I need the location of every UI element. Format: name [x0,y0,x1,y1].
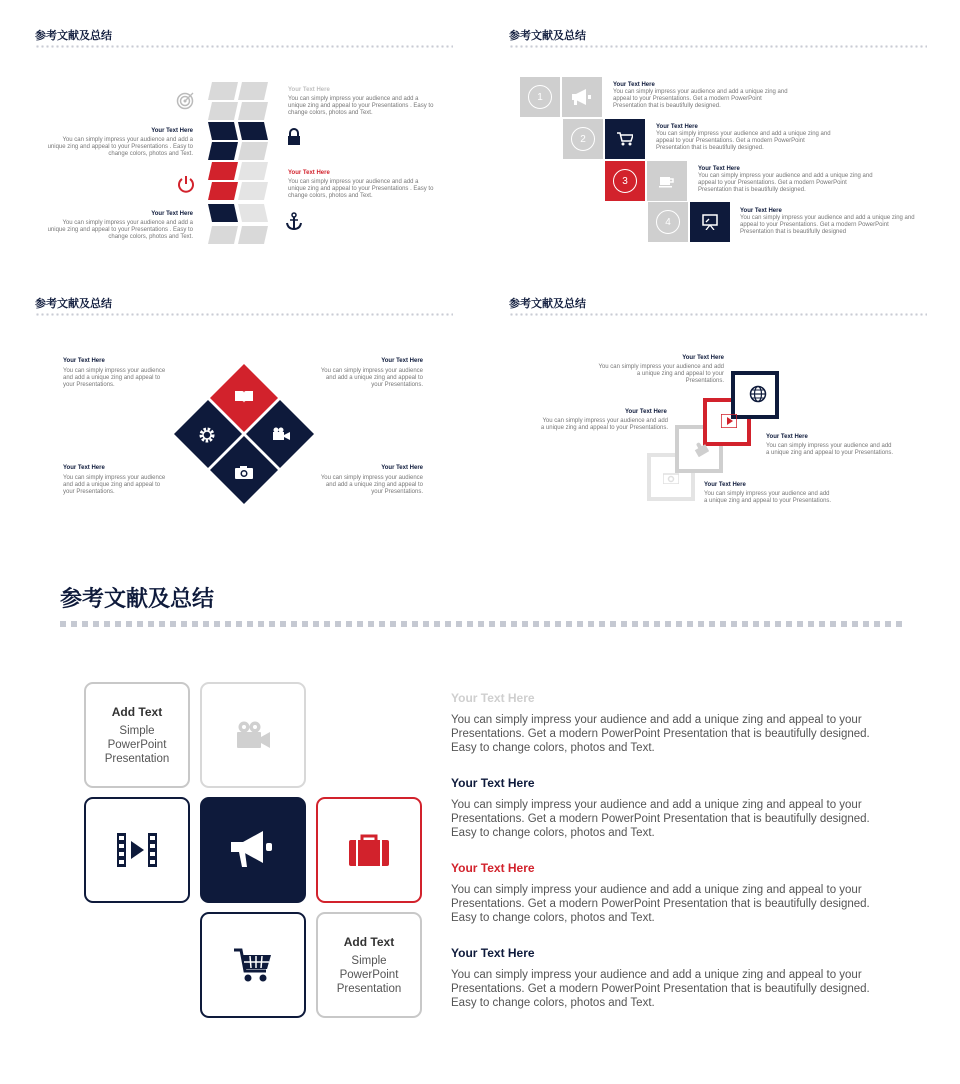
text-item [451,776,881,840]
block-body: You can simply impress your audience and add a unique zing and appeal to your Presentations. [320,475,423,495]
block-heading: Your Text Here [63,465,105,471]
book-icon [234,390,254,404]
slide-steps [482,0,960,268]
step-heading: Your Text Here [698,166,740,172]
step-heading: Your Text Here [613,82,655,88]
photo-camera-icon [663,472,679,484]
step-icon-box [647,161,687,201]
dotted-divider [60,621,902,627]
text-block [313,465,423,496]
item-body: You can simply impress your audience and add a unique zing and appeal to your Presentations. Get a modern PowerPoint Presentation that is beautifully designed. Easy to change colors, photos and Text. [451,884,870,924]
dotted-divider [509,313,927,316]
block-body: You can simply impress your audience and add a unique zing and appeal to your Presentations . Easy to change colors, photos and Text. [47,220,193,240]
anchor-icon [285,212,303,231]
cart-icon [617,132,633,146]
block-body: You can simply impress your audience and add a unique zing and appeal to your Presentations. [704,491,832,504]
step-number: 3 [613,169,637,193]
step-heading: Your Text Here [740,208,782,214]
card-title: Add Text [343,934,395,949]
text-card [84,682,190,788]
step-text [656,124,831,152]
block-body: You can simply impress your audience and add a unique zing and appeal to your Presentations . Easy to change colors, photos and Text. [288,96,434,116]
shopping-cart-icon [234,947,272,983]
step-number-box [605,161,645,201]
block-body: You can simply impress your audience and add a unique zing and appeal to your Presentations. [63,368,166,388]
page-title: 参考文献及总结 [35,29,112,42]
block-body: You can simply impress your audience and add a unique zing and appeal to your Presentations. [598,364,724,384]
film-play-icon [117,833,157,867]
block-heading: Your Text Here [151,211,193,217]
step-body: You can simply impress your audience and add a unique zing and appeal to your Presentations. Get a modern PowerPoint Presentation that is beautifully designed [740,215,915,235]
step-number: 1 [528,85,552,109]
dotted-divider [35,45,453,48]
globe-icon [749,385,767,403]
card-title: Add Text [111,704,163,719]
video-player-icon [721,414,737,428]
icon-card [84,797,190,903]
video-camera-icon [234,720,272,750]
step-body: You can simply impress your audience and add a unique zing and appeal to your Presentations. Get a modern PowerPoint Presentation that is beautifully designed. [698,173,873,193]
step-icon-box [605,119,645,159]
page-title: 参考文献及总结 [60,587,215,612]
text-block [313,358,423,389]
item-heading: Your Text Here [451,776,535,790]
block-heading: Your Text Here [151,128,193,134]
block-heading: Your Text Here [288,87,330,93]
slide-cascade [482,270,960,538]
step-text [740,208,915,236]
step-body: You can simply impress your audience and add a unique zing and appeal to your Presentations. Get a modern PowerPoint Presentation that is beautifully designed. [613,89,788,109]
icon-card [200,912,306,1018]
item-body: You can simply impress your audience and add a unique zing and appeal to your Presentations. Get a modern PowerPoint Presentation that is beautifully designed. Easy to change colors, photos and Text. [451,714,870,754]
slide-cards [0,560,960,1084]
item-heading: Your Text Here [451,861,535,875]
gear-icon [198,426,216,444]
step-text [613,82,788,110]
right-text-block [288,87,438,117]
block-body: You can simply impress your audience and add a unique zing and appeal to your Presentations. [540,418,668,431]
text-card [316,912,422,1018]
puzzle-icon [693,441,709,457]
text-block [704,482,834,505]
megaphone-icon [231,831,275,869]
item-body: You can simply impress your audience and add a unique zing and appeal to your Presentations. Get a modern PowerPoint Presentation that is beautifully designed. Easy to change colors, photos and Text. [451,969,870,1009]
video-camera-icon [271,427,291,441]
step-number-box [520,77,560,117]
step-number-box [563,119,603,159]
block-body: You can simply impress your audience and add a unique zing and appeal to your Presentations. [320,368,423,388]
left-text-block [45,128,193,158]
slide-chevron [0,0,478,268]
step-number: 4 [656,210,680,234]
block-body: You can simply impress your audience and add a unique zing and appeal to your Presentations . Easy to change colors, photos and Text. [288,179,434,199]
briefcase-icon [349,834,389,866]
block-heading: Your Text Here [381,465,423,471]
block-heading: Your Text Here [766,434,808,440]
step-icon-box [690,202,730,242]
coffee-icon [659,174,675,188]
megaphone-icon [572,89,592,105]
item-body: You can simply impress your audience and add a unique zing and appeal to your Presentations. Get a modern PowerPoint Presentation that is beautifully designed. Easy to change colors, photos and Text. [451,799,870,839]
slide-diamond [0,270,478,538]
block-body: You can simply impress your audience and add a unique zing and appeal to your Presentations. [63,475,166,495]
page-title: 参考文献及总结 [35,297,112,310]
icon-card [200,797,306,903]
page-title: 参考文献及总结 [509,29,586,42]
block-heading: Your Text Here [625,409,667,415]
step-heading: Your Text Here [656,124,698,130]
card-body: Simple PowerPoint Presentation [336,954,402,995]
dotted-divider [509,45,927,48]
target-icon [176,92,194,110]
power-icon [177,175,195,193]
step-number: 2 [571,127,595,151]
text-block [540,409,668,432]
text-block [63,358,173,389]
block-heading: Your Text Here [381,358,423,364]
icon-card [200,682,306,788]
presentation-board-icon [702,214,718,230]
block-heading: Your Text Here [682,355,724,361]
block-body: You can simply impress your audience and add a unique zing and appeal to your Presentations . Easy to change colors, photos and Text. [47,137,193,157]
card-body: Simple PowerPoint Presentation [104,724,170,765]
text-block [766,434,896,457]
block-heading: Your Text Here [704,482,746,488]
text-item [451,691,881,755]
dotted-divider [35,313,453,316]
chevron-graphic [208,80,272,246]
diamond-graphic [170,362,318,510]
right-text-block [288,170,438,200]
item-heading: Your Text Here [451,946,535,960]
step-icon-box [562,77,602,117]
text-item [451,861,881,925]
text-block [597,355,724,385]
block-body: You can simply impress your audience and add a unique zing and appeal to your Presentations. [766,443,894,456]
step-text [698,166,873,194]
block-heading: Your Text Here [288,170,330,176]
text-item [451,946,881,1010]
item-heading: Your Text Here [451,691,535,705]
camera-icon [234,465,254,480]
step-number-box [648,202,688,242]
left-text-block [45,211,193,241]
lock-icon [287,128,301,146]
page-title: 参考文献及总结 [509,297,586,310]
step-body: You can simply impress your audience and add a unique zing and appeal to your Presentations. Get a modern PowerPoint Presentation that is beautifully designed. [656,131,831,151]
block-heading: Your Text Here [63,358,105,364]
icon-card [316,797,422,903]
text-block [63,465,173,496]
